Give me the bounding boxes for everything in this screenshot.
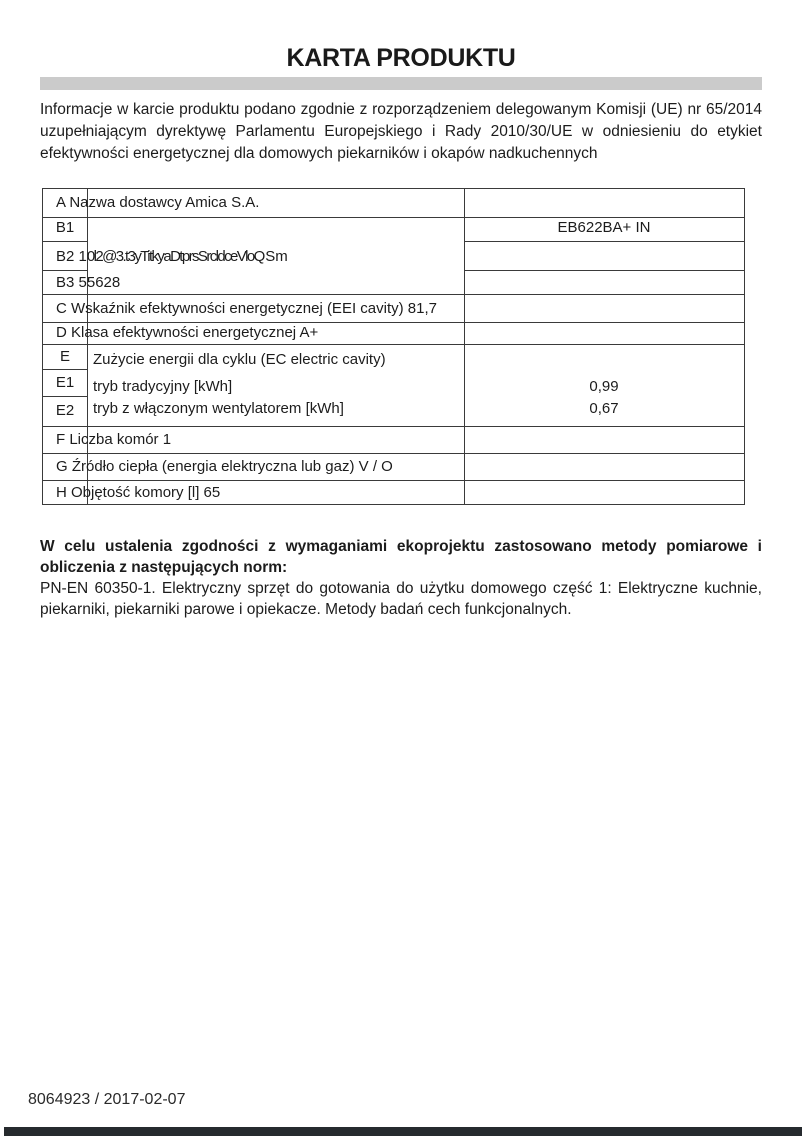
document-reference: 8064923 / 2017-02-07 <box>28 1091 186 1108</box>
row-border <box>43 294 744 295</box>
row-border <box>43 344 744 345</box>
row-e2-code: E2 <box>55 402 75 419</box>
row-e1-code: E1 <box>55 374 75 391</box>
row-f-label: F Liczba komór 1 <box>56 431 172 448</box>
product-spec-table <box>42 188 745 505</box>
row-border <box>464 270 744 271</box>
row-border <box>464 241 744 242</box>
row-border <box>43 241 87 242</box>
row-d-label: D Klasa efektywności energetycznej A+ <box>56 324 319 341</box>
row-b2-label <box>56 248 288 265</box>
row-border <box>43 396 87 397</box>
norms-heading: W celu ustalenia zgodności z wymaganiami ekoprojektu zastosowano metody pomiarowe i obliczenia z następujących norm: <box>40 538 762 576</box>
row-g-label: G Źródło ciepła (energia elektryczna lub gaz) V / O <box>56 458 393 475</box>
row-border <box>43 369 87 370</box>
bottom-bar <box>4 1127 802 1136</box>
row-border <box>43 322 744 323</box>
title-divider-bar <box>40 77 762 90</box>
row-border <box>43 480 744 481</box>
row-b2-prefix: B2 1 <box>56 248 87 265</box>
column-divider-value <box>464 189 465 504</box>
row-b1-code: B1 <box>55 219 75 236</box>
column-divider-code <box>87 189 88 504</box>
row-border <box>43 453 744 454</box>
row-border <box>43 426 744 427</box>
row-b3-label: B3 55628 <box>56 274 121 291</box>
row-e-description: Zużycie energii dla cyklu (EC electric cavity) <box>93 351 386 368</box>
row-c-label: C Wskaźnik efektywności energetycznej (EEI cavity) 81,7 <box>56 300 437 317</box>
row-b1-value: EB622BA+ IN <box>557 219 651 236</box>
row-a-label: A Nazwa dostawcy Amica S.A. <box>56 194 260 211</box>
row-e2-value: 0,67 <box>589 400 619 417</box>
row-b2-suffix: QSm <box>253 248 288 265</box>
norms-section <box>40 536 762 620</box>
row-border <box>43 217 744 218</box>
row-e1-value: 0,99 <box>589 378 619 395</box>
row-b2-garbled-text: 0l2@3.t3yTitkyaDtprsSrcldceVlo <box>86 248 254 265</box>
row-e2-description: tryb z włączonym wentylatorem [kWh] <box>93 400 344 417</box>
row-border <box>43 270 87 271</box>
row-h-label: H Objętość komory [l] 65 <box>56 484 221 501</box>
norms-body: PN-EN 60350-1. Elektryczny sprzęt do gotowania do użytku domowego część 1: Elektryczne kuchnie, piekarniki, piekarniki parowe i opiekacze. Metody badań cech funkcjonalnych. <box>40 580 762 618</box>
intro-paragraph: Informacje w karcie produktu podano zgodnie z rozporządzeniem delegowanym Komisji (UE) nr 65/2014 uzupełniającym dyrektywę Parlamentu Europejskiego i Rady 2010/30/UE w odniesieniu do etykiet efektywności energetycznej dla domowych piekarników i okapów nadkuchennych <box>40 101 762 162</box>
page-title: KARTA PRODUKTU <box>286 44 516 72</box>
row-e1-description: tryb tradycyjny [kWh] <box>93 378 233 395</box>
row-e-code: E <box>59 348 70 365</box>
